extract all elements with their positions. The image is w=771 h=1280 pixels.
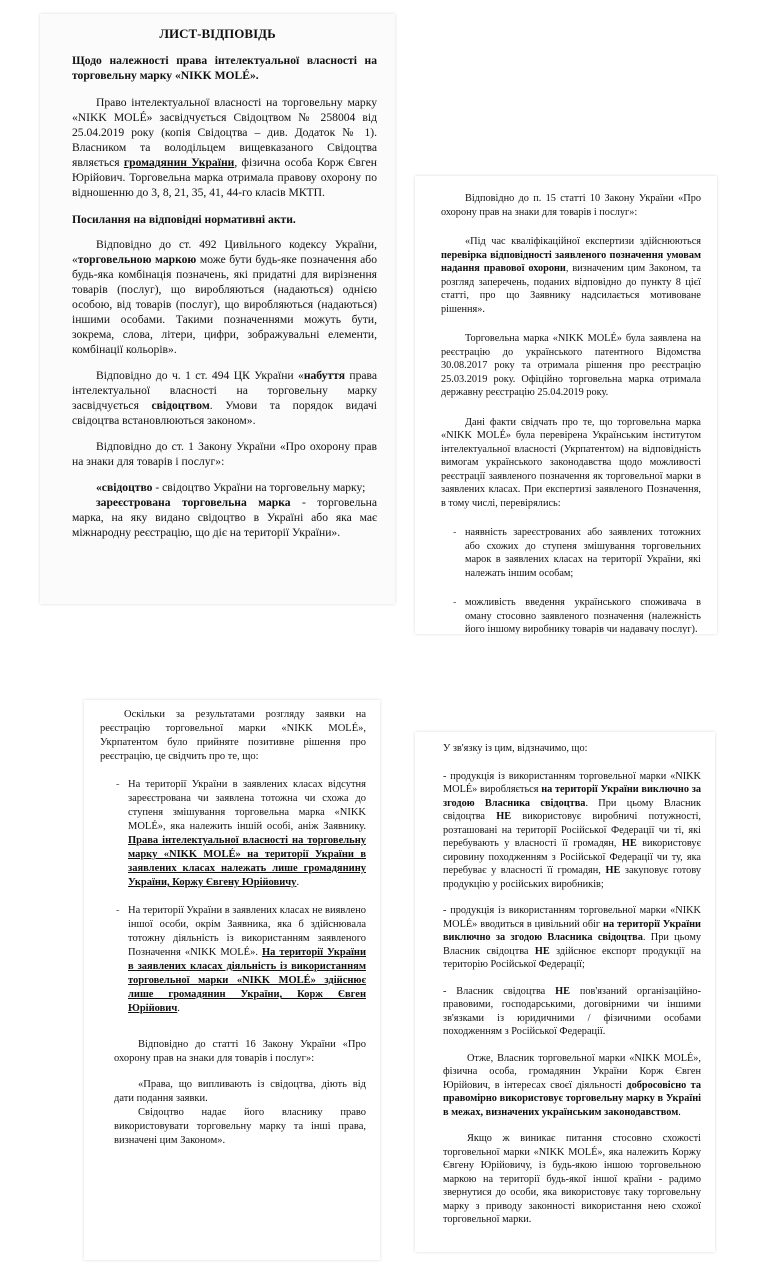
section-heading: Посилання на відповідні нормативні акти. (72, 213, 296, 226)
paragraph-ukrpatent-check: Дані факти свідчать про те, що торговельна марка «NIKK MOLÉ» була перевірена Українським інститутом інтелектуальної власності (Укрпатентом) на відповідність вимогам українського законодавства щодо можливості реєстрації заявленого позначення як торговельної марки в заявлених класах. При експертизі заявленого Позначення, в тому числі, перевірялись: (441, 416, 701, 509)
definition-registered-mark: зареєстрована торговельна марка - торговельна марка, на яку видано свідоцтво в Україні або яка має міжнародну реєстрацію, що діє на території України». (72, 496, 378, 539)
bullet-marker: - (116, 779, 120, 790)
bullet-marker: - (453, 527, 457, 538)
paragraph-similarity-advice: Якщо ж виникає питання стосовно схожості торговельної марки «NIKK MOLÉ», яка належить Коржу Євгену Юрійовичу, із будь-якою іншою торговельною маркою на території будь-якої іншої країни - радимо звернутися до особи, яка використовує таку торговельну марку з приводу законності використання нею схожої торговельної марки. (443, 1133, 701, 1225)
list-item-production: - продукція із використанням торговельної марки «NIKK MOLÉ» виробляється на території України виключно за згодою Власника свідоцтва. При цьому Власник свідоцтва НЕ використовує виробничі потужності, розташовані на території Російської Федерації чи ті, які перебувають у власності її громадян, НЕ використовує сировину походженням з Російської Федерації чи ту, яка перебуває у власності її громадян, НЕ закуповує готову продукцію у російських виробників; (443, 770, 702, 890)
paragraph-law-article-10: Відповідно до п. 15 статті 10 Закону України «Про охорону прав на знаки для товарів і послуг»: (441, 193, 701, 218)
paragraph-registration-dates: Торговельна марка «NIKK MOLÉ» була заявлена на реєстрацію до українського патентного Відомства 30.08.2017 року та отримала рішення про реєстрацію 25.03.2019 року. Офіційно торговельна марка отримала державну реєстрацію 25.04.2019 року. (441, 333, 701, 398)
definition-certificate: «свідоцтво - свідоцтво України на торговельну марку; (96, 481, 366, 494)
paragraph-law-article-16: Відповідно до статті 16 Закону України «Про охорону прав на знаки для товарів і послуг»: (114, 1039, 366, 1064)
document-title: ЛИСТ-ВІДПОВІДЬ (159, 26, 276, 41)
list-item-no-ties: - Власник свідоцтва НЕ пов'язаний організаційно-правовими, господарськими, договірними чи іншими зв'язками із юридичними / фізичними особами походженням з Російської Федерації. (443, 985, 702, 1037)
document-page-4 (415, 732, 715, 1252)
list-item-no-other-person: - На території України в заявлених класах не виявлено іншої особи, окрім Заявника, яка б здійснювала тотожну діяльність із використанням заявленого Позначення «NIKK MOLÉ». На території України в заявлених класах діяльність із використанням торговельної марки «NIKK MOLÉ» здійснює лише громадянин України, Корж Євген Юрійович. (116, 905, 366, 1014)
quote-certificate-rights: Свідоцтво надає його власнику право використовувати торговельну марку та інші права, визначені цим Законом». (114, 1107, 366, 1146)
list-item-consumer-misleading: - можливість введення українського споживача в оману стосовно заявленого позначення (належність його іншому виробнику товарів чи надавачу послуг). (453, 597, 701, 634)
subject-line: Щодо належності права інтелектуальної власності на торговельну марку «NIKK MOLÉ». (72, 54, 377, 82)
bullet-marker: - (453, 597, 457, 608)
quote-rights: «Права, що випливають із свідоцтва, діють від дати подання заявки. (114, 1079, 366, 1104)
list-item-identical-marks: - наявність зареєстрованих або заявлених тотожних або схожих до ступеня змішування торговельних марок в заявлених класах на території України, які належать іншим особам; (453, 527, 701, 579)
document-page-3 (84, 700, 380, 1260)
paragraph-law-article-1: Відповідно до ст. 1 Закону України «Про охорону прав на знаки для товарів і послуг»: (72, 440, 377, 468)
paragraph-civil-code-492: Відповідно до ст. 492 Цивільного кодексу України, «торговельною маркою може бути будь-яке позначення або будь-яка комбінація позначень, які придатні для вирізнення товарів (послуг), що виробляються (надаються) однією особою, від товарів (послуг), що виробляються (надаються) іншими особами. Такими позначеннями можуть бути, зокрема, слова, літери, цифри, зображувальні елементи, комбінації кольорів». (72, 238, 377, 356)
bullet-marker: - (116, 905, 120, 916)
document-page-2 (415, 176, 717, 634)
paragraph-civil-code-494: Відповідно до ч. 1 ст. 494 ЦК України «набуття права інтелектуальної власності на торговельну марку засвідчується свідоцтвом. Умови та порядок видачі свідоцтва встановлюються законом». (72, 369, 377, 427)
document-page-1 (40, 14, 395, 604)
list-item-no-conflicting-mark: - На території України в заявлених класах відсутня зареєстрована чи заявлена тотожна чи схожа до ступеня змішування торговельна марка «NIKK MOLÉ», яка належить іншій особі, аніж Заявнику. Права інтелектуальної власності на торговельну марку «NIKK MOLÉ» на території України в заявлених класах належать лише громадянину України, Коржу Євгену Юрійовичу. (116, 779, 366, 888)
list-item-circulation: - продукція із використанням торговельної марки «NIKK MOLÉ» вводиться в цивільний обіг на території України виключно за згодою Власника свідоцтва. При цьому Власник свідоцтва НЕ здійснює експорт продукції на територію Російської Федерації; (443, 905, 701, 970)
paragraph-conclusion: Отже, Власник торговельної марки «NIKK MOLÉ», фізична особа, громадянин України Корж Євген Юрійович, в інтересах своєї діяльності добросовісно та правомірно використовує торговельну марку в Україні в межах, визначених українським законодавством. (443, 1052, 702, 1118)
paragraph-therefore: У зв'язку із цим, відзначимо, що: (443, 743, 588, 754)
paragraph-positive-decision: Оскільки за результатами розгляду заявки на реєстрацію торговельної марки «NIKK MOLÉ», Укрпатентом було прийняте позитивне рішення про реєстрацію, це свідчить про те, що: (100, 709, 366, 762)
quote-expertise: «Під час кваліфікаційної експертизи здійснюються перевірка відповідності заявленого позначення умовам надання правової охорони, визначеним цим Законом, та розгляд заперечень, поданих відповідно до пункту 8 цієї статті, про що Заявнику надсилається мотивоване рішення». (441, 236, 701, 315)
paragraph-ownership: Право інтелектуальної власності на торговельну марку «NIKK MOLÉ» засвідчується Свідоцтвом № 258004 від 25.04.2019 року (копія Свідоцтва – див. Додаток № 1). Власником та володільцем вищевказаного Свідоцтва являється громадянин України, фізична особа Корж Євген Юрійович. Торговельна марка отримала правову охорону по відношенню до 3, 8, 21, 35, 41, 44-го класів МКТП. (72, 96, 377, 199)
